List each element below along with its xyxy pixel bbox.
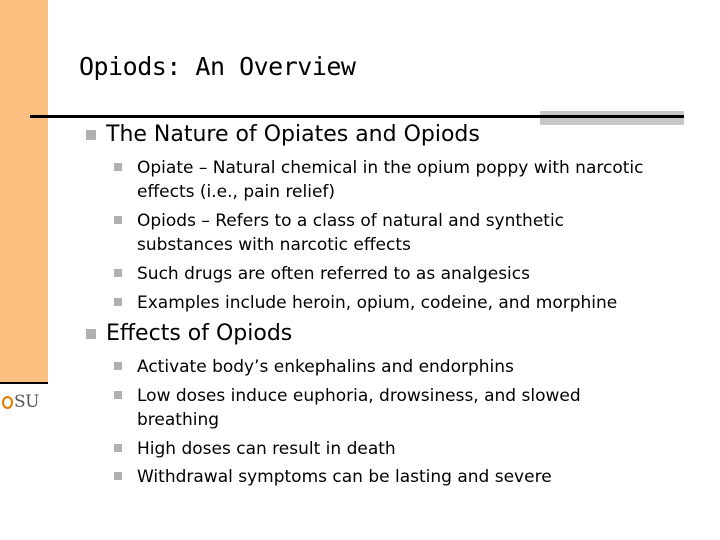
bullet-icon	[114, 298, 122, 306]
slide-title: Opiods: An Overview	[79, 52, 356, 81]
list-item	[137, 291, 617, 315]
bullet-icon	[114, 163, 122, 171]
list-item-line: Activate body’s enkephalins and endorphins	[137, 357, 514, 377]
bullet-icon	[114, 391, 122, 399]
bullet-icon	[114, 472, 122, 480]
list-item	[137, 156, 643, 204]
bullet-icon	[114, 444, 122, 452]
list-item-line: High doses can result in death	[137, 439, 396, 459]
logo-ring-icon	[2, 396, 13, 409]
section-heading: Effects of Opiods	[106, 321, 293, 346]
list-item-line: Such drugs are often referred to as analgesics	[137, 264, 530, 284]
list-item-line: Examples include heroin, opium, codeine, and morphine	[137, 293, 618, 313]
list-item-line: breathing	[137, 410, 220, 430]
list-item	[137, 437, 396, 461]
list-item-line: Low doses induce euphoria, drowsiness, and slowed	[137, 386, 581, 406]
sidebar-divider	[0, 382, 48, 384]
list-item	[137, 355, 514, 379]
bullet-icon	[86, 329, 96, 339]
bullet-icon	[114, 216, 122, 224]
list-item-line: Withdrawal symptoms can be lasting and severe	[137, 467, 552, 487]
list-item-line: substances with narcotic effects	[137, 235, 411, 255]
logo-text: SU	[14, 392, 39, 412]
list-item-line: effects (i.e., pain relief)	[137, 182, 336, 202]
title-rule-shadow	[540, 111, 684, 125]
title-rule	[30, 115, 684, 118]
list-item	[137, 209, 564, 257]
osu-logo	[2, 392, 39, 412]
list-item	[137, 262, 530, 286]
list-item	[137, 384, 581, 432]
bullet-icon	[86, 130, 96, 140]
list-item-line: Opiate – Natural chemical in the opium poppy with narcotic	[137, 158, 644, 178]
bullet-icon	[114, 362, 122, 370]
list-item	[137, 465, 552, 489]
list-item-line: Opiods – Refers to a class of natural and synthetic	[137, 211, 565, 231]
section-heading: The Nature of Opiates and Opiods	[106, 122, 480, 147]
bullet-icon	[114, 269, 122, 277]
